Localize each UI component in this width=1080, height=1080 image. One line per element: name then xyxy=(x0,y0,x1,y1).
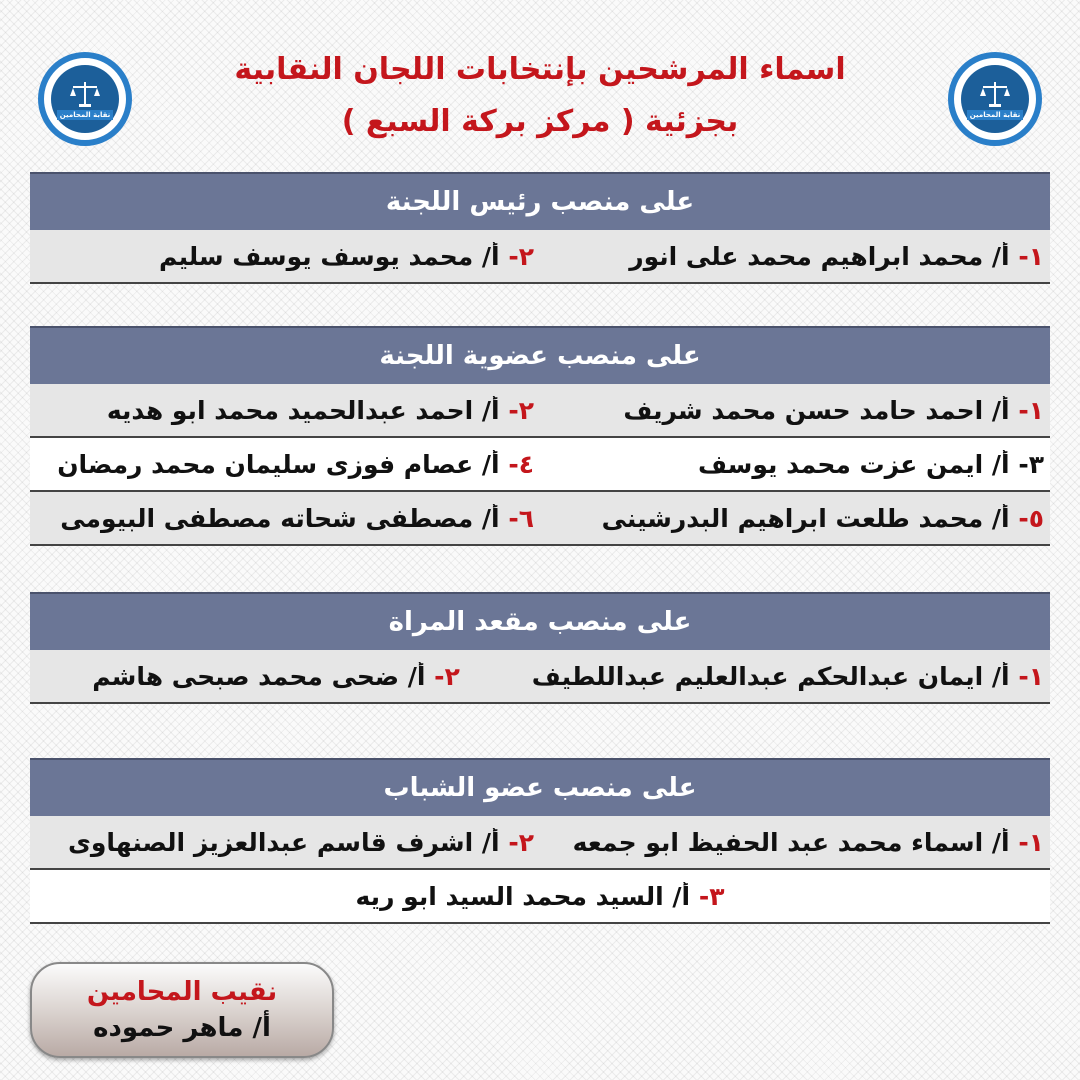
scales-of-justice-icon xyxy=(68,79,102,109)
candidate: ١- أ/ اسماء محمد عبد الحفيظ ابو جمعه xyxy=(572,827,1044,857)
candidate: ٢- أ/ ضحى محمد صبحى هاشم xyxy=(92,661,460,691)
section-heading: على منصب عضوية اللجنة xyxy=(30,326,1050,384)
page-title: اسماء المرشحين بإنتخابات اللجان النقابية xyxy=(234,52,846,87)
candidate: ٣- أ/ ايمن عزت محمد يوسف xyxy=(698,449,1044,479)
candidate-row xyxy=(30,492,1050,546)
bar-association-logo-left xyxy=(38,52,132,146)
head-name: أ/ ماهر حموده xyxy=(93,1013,271,1043)
candidate: ٥- أ/ محمد طلعت ابراهيم البدرشينى xyxy=(601,503,1044,533)
candidate: ٤- أ/ عصام فوزى سليمان محمد رمضان xyxy=(57,449,534,479)
logo-text: نقابة المحامين xyxy=(57,110,114,120)
section-womens-seat xyxy=(30,592,1050,704)
role-label: نقيب المحامين xyxy=(86,977,278,1007)
candidate: ١- أ/ محمد ابراهيم محمد على انور xyxy=(629,241,1044,271)
candidate-row xyxy=(30,230,1050,284)
candidate-row xyxy=(30,438,1050,492)
section-youth-member xyxy=(30,758,1050,924)
section-heading: على منصب عضو الشباب xyxy=(30,758,1050,816)
candidate-row xyxy=(30,816,1050,870)
section-heading: على منصب مقعد المراة xyxy=(30,592,1050,650)
union-head-badge xyxy=(30,962,334,1058)
bar-association-logo-right xyxy=(948,52,1042,146)
candidate: ٦- أ/ مصطفى شحاته مصطفى البيومى xyxy=(60,503,534,533)
logo-text: نقابة المحامين xyxy=(967,110,1024,120)
section-committee-members xyxy=(30,326,1050,546)
section-committee-chair xyxy=(30,172,1050,284)
candidate-row xyxy=(30,650,1050,704)
candidate: ١- أ/ احمد حامد حسن محمد شريف xyxy=(623,395,1044,425)
candidate-row xyxy=(30,870,1050,924)
section-heading: على منصب رئيس اللجنة xyxy=(30,172,1050,230)
candidate: ٢- أ/ اشرف قاسم عبدالعزيز الصنهاوى xyxy=(67,827,534,857)
candidate-row xyxy=(30,384,1050,438)
candidate: ١- أ/ ايمان عبدالحكم عبدالعليم عبداللطيف xyxy=(531,661,1044,691)
candidate: ٢- أ/ محمد يوسف يوسف سليم xyxy=(158,241,534,271)
scales-of-justice-icon xyxy=(978,79,1012,109)
candidate: ٣- أ/ السيد محمد السيد ابو ريه xyxy=(355,881,725,911)
page-subtitle: بجزئية ( مركز بركة السبع ) xyxy=(341,104,739,139)
candidate: ٢- أ/ احمد عبدالحميد محمد ابو هديه xyxy=(106,395,534,425)
